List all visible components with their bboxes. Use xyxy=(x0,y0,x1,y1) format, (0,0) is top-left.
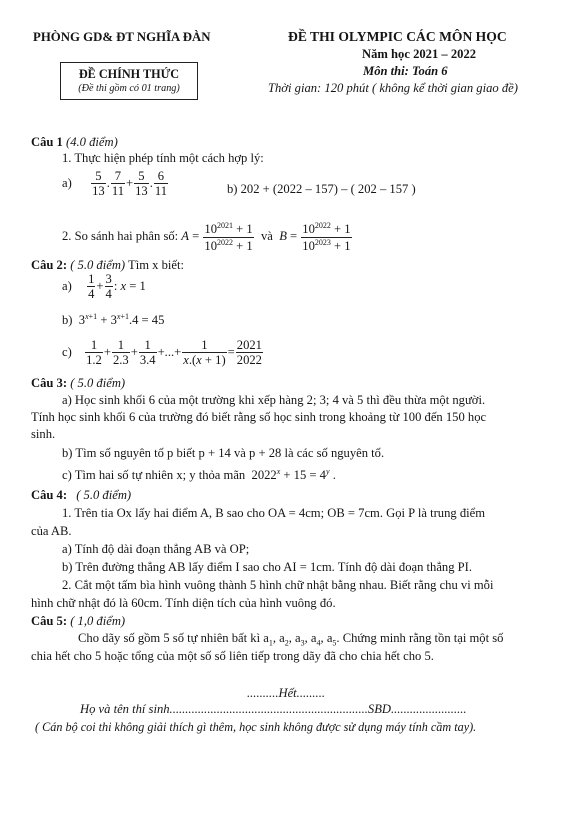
question-1-title: Câu 1 xyxy=(31,135,63,149)
q5-line-1: Cho dãy số gồm 5 số tự nhiên bất kì $a_1$, $a_2$, $a_3$, $a_4$, $a_5$. Chứng minh rằng tồn tại một số xyxy=(78,631,504,648)
question-2-points: ( 5.0 điểm) xyxy=(70,258,126,272)
fraction: $\frac{2021}{2022}$ xyxy=(236,338,262,368)
q2b-expression: b) $3^{x+1} + 3^{x+1}.4 = 45$ xyxy=(62,312,165,328)
exam-duration: Thời gian: 120 phút ( không kể thời gian giao đề) xyxy=(268,81,518,95)
fraction: $\frac{1}{x.(x + 1)}$ xyxy=(183,338,226,368)
exam-subject: Môn thi: Toán 6 xyxy=(363,64,448,78)
question-2-prompt: Tìm x biết: xyxy=(128,258,185,272)
q4-p2-line-2: hình chữ nhật đó là 60cm. Tính diện tích của hình vuông đó. xyxy=(31,596,336,610)
end-marker: ..........Hết......... xyxy=(247,686,326,700)
exam-title: ĐỀ THI OLYMPIC CÁC MÔN HỌC xyxy=(288,29,507,44)
question-2-title: Câu 2: xyxy=(31,258,68,272)
q1-part2-text: 2. So sánh hai phân số: xyxy=(62,229,179,244)
fraction: $\frac{5}{13}$ xyxy=(92,169,105,199)
q4-p2-line-1: 2. Cắt một tấm bìa hình vuông thành 5 hình chữ nhật bằng nhau. Biết rằng chu vi mỗi xyxy=(62,578,494,592)
q3b-text: b) Tìm số nguyên tố p biết p + 14 và p + 28 là các số nguyên tố. xyxy=(62,446,385,460)
candidate-info-line: Họ và tên thí sinh...............................................................SBD........................ xyxy=(80,702,467,716)
q4b-text: b) Trên đường thẳng AB lấy điểm I sao cho AI = 1cm. Tính độ dài đoạn thẳng PI. xyxy=(62,560,473,574)
question-3-title: Câu 3: xyxy=(31,376,68,390)
question-5-heading xyxy=(31,614,125,628)
q3a-line-2: Tính học sinh khối 6 của trường đó biết rằng số học sinh trong khoảng từ 100 đến 150 học xyxy=(31,410,487,424)
q3c-text: c) Tìm hai số tự nhiên x; y thỏa mãn xyxy=(62,468,246,483)
question-3-heading xyxy=(31,376,125,390)
fraction: $\frac{1}{1.2}$ xyxy=(86,338,102,368)
q1-part1-text: 1. Thực hiện phép tính một cách hợp lý: xyxy=(62,151,264,165)
q2c-label: c) xyxy=(62,344,72,359)
q2c-expression: c) $\frac{1}{1.2}$ + $\frac{1}{2.3}$ + $\frac{1}{3.4}$ +...+ $\frac{1}{x.(x + 1)}$ = $\frac{2021}{2022}$ xyxy=(62,338,262,368)
conjunction-and: và xyxy=(261,229,273,244)
official-stamp-box xyxy=(60,62,198,100)
q3a-line-3: sinh. xyxy=(31,427,56,441)
page-count: (Đề thi gồm có 01 trang) xyxy=(78,83,180,95)
fraction: $\frac{6}{11}$ xyxy=(154,169,167,199)
question-4-points: ( 5.0 điểm) xyxy=(76,488,132,502)
q1-part2: 2. So sánh hai phân số: A = $\frac{10^{2021} + 1}{10^{2022} + 1}$ và B = $\frac{10^{2022} + 1}{10^{2023} + 1}$ xyxy=(62,221,351,253)
fraction: $\frac{1}{3.4}$ xyxy=(139,338,156,368)
q1b-expression: b) 202 + (2022 – 157) – ( 202 – 157 ) xyxy=(227,182,416,196)
q4-p1-line-1: 1. Trên tia Ox lấy hai điểm A, B sao cho OA = 4cm; OB = 7cm. Gọi P là trung điểm xyxy=(62,506,486,520)
q4-p1-line-2: của AB. xyxy=(31,524,72,538)
question-4-title: Câu 4: xyxy=(31,488,68,502)
fraction: $\frac{1}{2.3}$ xyxy=(112,338,129,368)
proctor-note: ( Cán bộ coi thi không giải thích gì thêm, học sinh không được sử dụng máy tính cầm tay). xyxy=(35,720,477,734)
question-1-points: (4.0 điểm) xyxy=(66,135,118,149)
q2b-label: b) xyxy=(62,313,73,328)
q5-line-1-suffix: Chứng minh rằng tồn tại một số xyxy=(342,631,504,645)
q3a-line-1: a) Học sinh khối 6 của một trường khi xếp hàng 2; 3; 4 và 5 thì đều thừa một người. xyxy=(62,393,486,407)
q4a-text: a) Tính độ dài đoạn thẳng AB và OP; xyxy=(62,542,250,556)
q5-line-2: chia hết cho 5 hoặc tổng của một số số liên tiếp trong dãy đã cho chia hết cho 5. xyxy=(31,649,434,663)
q2a-expression: a) $\frac{1}{4}$ + $\frac{3}{4}$ : x = 1 xyxy=(62,272,146,302)
school-office: PHÒNG GD& ĐT NGHĨA ĐÀN xyxy=(33,30,211,44)
fraction: $\frac{5}{13}$ xyxy=(135,169,148,199)
q2a-label: a) xyxy=(62,278,72,293)
question-3-points: ( 5.0 điểm) xyxy=(70,376,126,390)
question-1-heading xyxy=(31,135,118,149)
fraction-a: $\frac{10^{2021} + 1}{10^{2022} + 1}$ xyxy=(204,221,253,253)
school-year: Năm học 2021 – 2022 xyxy=(362,47,477,61)
question-5-title: Câu 5: xyxy=(31,614,68,628)
fraction: $\frac{3}{4}$ xyxy=(105,272,112,302)
q3c-line: c) Tìm hai số tự nhiên x; y thỏa mãn $2022^x + 15 = 4^y$ . xyxy=(62,467,336,483)
question-5-points: ( 1,0 điểm) xyxy=(70,614,126,628)
q5-line-1-text: Cho dãy số gồm 5 số tự nhiên bất kì xyxy=(78,631,261,645)
question-2-heading xyxy=(31,258,184,272)
fraction: $\frac{1}{4}$ xyxy=(88,272,95,302)
question-4-heading xyxy=(31,488,131,502)
fraction-b: $\frac{10^{2022} + 1}{10^{2023} + 1}$ xyxy=(302,221,351,253)
fraction: $\frac{7}{11}$ xyxy=(111,169,124,199)
official-label: ĐỀ CHÍNH THỨC xyxy=(78,67,180,81)
q1a-expression: a) $\frac{5}{13}$ . $\frac{7}{11}$ + $\frac{5}{13}$ . $\frac{6}{11}$ xyxy=(62,169,167,199)
q1a-label: a) xyxy=(62,175,72,190)
